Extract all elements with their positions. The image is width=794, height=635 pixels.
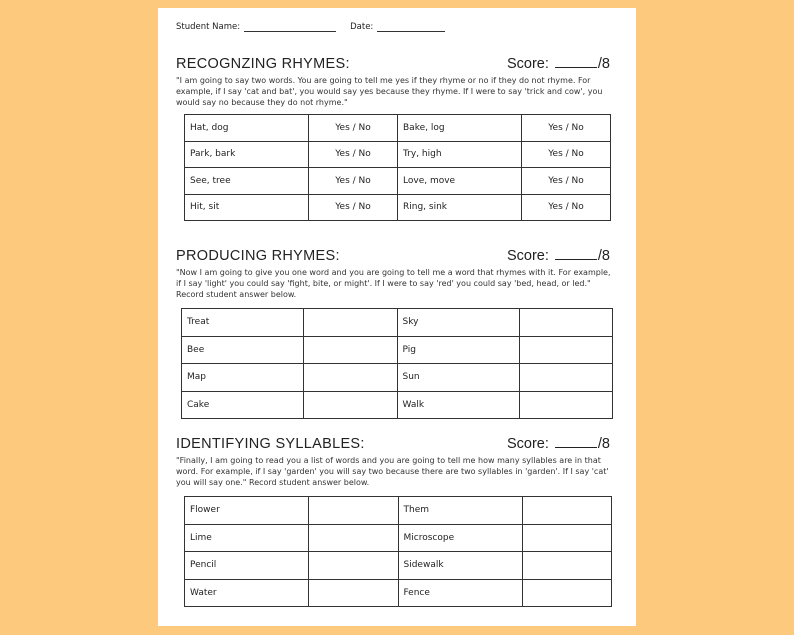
word-pair: Hit, sit <box>185 194 309 221</box>
word-pair: Bake, log <box>398 115 522 142</box>
prompt-word: Microscope <box>398 524 522 552</box>
yes-no-choice: Yes / No <box>522 115 611 142</box>
answer-cell[interactable] <box>522 579 612 607</box>
prompt-word: Sidewalk <box>398 552 522 580</box>
answer-cell[interactable] <box>522 552 612 580</box>
table-row <box>185 524 612 552</box>
table-row <box>185 552 612 580</box>
word-pair: Hat, dog <box>185 115 309 142</box>
answer-cell[interactable] <box>522 497 612 525</box>
rhyme-recognition-table <box>184 114 611 221</box>
prompt-word: Lime <box>185 524 309 552</box>
section-title: IDENTIFYING SYLLABLES: <box>176 436 365 452</box>
score-total: /8 <box>597 248 610 264</box>
section-title: RECOGNZING RHYMES: <box>176 56 350 72</box>
prompt-word: Sun <box>397 364 519 392</box>
student-name-label: Student Name: <box>176 22 241 32</box>
answer-cell[interactable] <box>309 579 399 607</box>
table-row <box>182 364 613 392</box>
prompt-word: Treat <box>182 309 304 337</box>
word-pair: Try, high <box>398 141 522 168</box>
student-name-line <box>244 22 336 32</box>
yes-no-choice: Yes / No <box>522 141 611 168</box>
score-label: Score: <box>506 436 549 452</box>
table-row <box>185 168 611 195</box>
table-row <box>182 336 613 364</box>
prompt-word: Pencil <box>185 552 309 580</box>
score <box>507 436 616 452</box>
word-pair: Park, bark <box>185 141 309 168</box>
yes-no-choice: Yes / No <box>522 194 611 221</box>
prompt-word: Fence <box>398 579 522 607</box>
prompt-word: Bee <box>182 336 304 364</box>
table-row <box>185 579 612 607</box>
score <box>507 56 616 72</box>
score-blank <box>555 436 597 448</box>
answer-cell[interactable] <box>309 552 399 580</box>
table-row <box>185 141 611 168</box>
date-label: Date: <box>350 22 374 32</box>
rhyme-production-table <box>181 308 613 419</box>
score-blank <box>555 248 597 260</box>
answer-cell[interactable] <box>309 524 399 552</box>
prompt-word: Them <box>398 497 522 525</box>
identifying-syllables-section <box>176 436 616 607</box>
table-row <box>182 391 613 419</box>
answer-cell[interactable] <box>304 391 398 419</box>
producing-rhymes-section <box>176 248 616 419</box>
word-pair: Love, move <box>398 168 522 195</box>
prompt-word: Water <box>185 579 309 607</box>
yes-no-choice: Yes / No <box>309 194 398 221</box>
worksheet-header <box>176 22 459 32</box>
yes-no-choice: Yes / No <box>309 168 398 195</box>
syllable-table <box>184 496 612 607</box>
section-instructions: "Now I am going to give you one word and you are going to tell me a word that rhymes with it. For example, if I say 'light' you could say 'fight, bite, or might'. If I were to say 'red' you could say 'bed, head, or led." Record student answer below. <box>176 268 611 299</box>
prompt-word: Pig <box>397 336 519 364</box>
prompt-word: Cake <box>182 391 304 419</box>
answer-cell[interactable] <box>519 309 613 337</box>
prompt-word: Walk <box>397 391 519 419</box>
score <box>507 248 616 264</box>
answer-cell[interactable] <box>304 336 398 364</box>
word-pair: See, tree <box>185 168 309 195</box>
section-title: PRODUCING RHYMES: <box>176 248 340 264</box>
score-total: /8 <box>597 436 610 452</box>
table-row <box>185 115 611 142</box>
score-label: Score: <box>506 56 549 72</box>
score-blank <box>555 56 597 68</box>
answer-cell[interactable] <box>304 364 398 392</box>
prompt-word: Map <box>182 364 304 392</box>
table-row <box>185 194 611 221</box>
answer-cell[interactable] <box>304 309 398 337</box>
yes-no-choice: Yes / No <box>309 115 398 142</box>
table-row <box>185 497 612 525</box>
score-total: /8 <box>597 56 610 72</box>
word-pair: Ring, sink <box>398 194 522 221</box>
answer-cell[interactable] <box>519 336 613 364</box>
score-label: Score: <box>506 248 549 264</box>
date-line <box>377 22 445 32</box>
table-row <box>182 309 613 337</box>
yes-no-choice: Yes / No <box>309 141 398 168</box>
section-instructions: "Finally, I am going to read you a list of words and you are going to tell me how many syllables are in that word. For example, if I say 'garden' you will say two because there are two syllables in 'garden'. If I say 'cat' you will say one." Record student answer below. <box>176 456 609 487</box>
prompt-word: Sky <box>397 309 519 337</box>
answer-cell[interactable] <box>522 524 612 552</box>
answer-cell[interactable] <box>519 364 613 392</box>
prompt-word: Flower <box>185 497 309 525</box>
yes-no-choice: Yes / No <box>522 168 611 195</box>
section-instructions: "I am going to say two words. You are going to tell me yes if they rhyme or no if they do not rhyme. For example, if I say 'cat and bat', you would say yes because they rhyme. If I were to say 'trick and cow', you would say no because they do not rhyme." <box>176 76 603 107</box>
answer-cell[interactable] <box>309 497 399 525</box>
worksheet-page <box>158 8 636 626</box>
answer-cell[interactable] <box>519 391 613 419</box>
recognizing-rhymes-section <box>176 56 616 221</box>
